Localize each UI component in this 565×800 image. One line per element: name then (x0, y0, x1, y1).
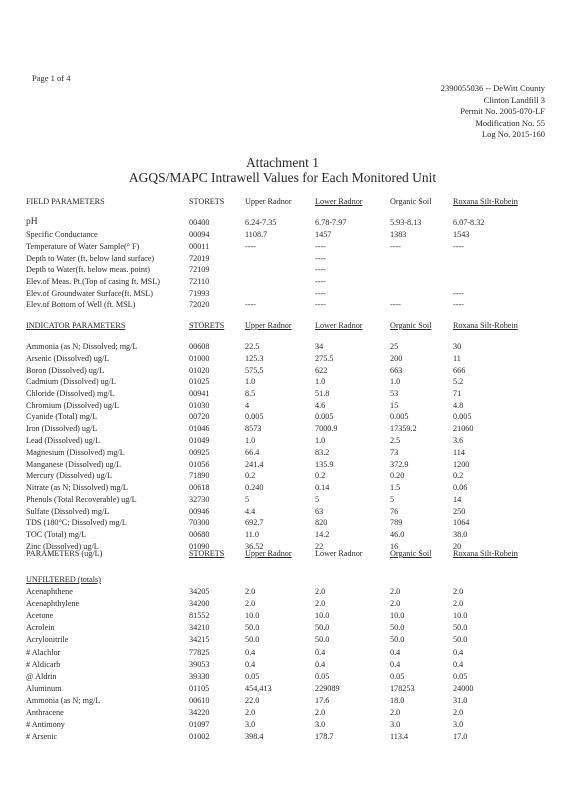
unit-value: Organic Soil (390, 321, 432, 330)
storet-code: 01002 (189, 732, 210, 741)
parameter-name: Elev.of Meas. Pt.(Top of casing ft. MSL) (26, 277, 160, 286)
document-subtitle: AGQS/MAPC Intrawell Values for Each Monitored Unit (128, 170, 437, 185)
unit-value: 0.05 (390, 672, 405, 681)
table-row (0, 518, 565, 530)
unit-value: 0.4 (390, 660, 401, 669)
unit-value: 34 (315, 342, 324, 351)
unit-value: 0.240 (245, 483, 264, 492)
unit-value: 5.93-8.13 (390, 218, 422, 227)
unit-value: 3.0 (245, 720, 256, 729)
unit-value: 1.0 (245, 377, 256, 386)
unit-value: 0.05 (245, 672, 260, 681)
parameter-name: Nitrate (as N; Dissolved) mg/L (26, 483, 128, 492)
unit-value: 66.4 (245, 448, 260, 457)
parameter-name: pH (26, 217, 38, 227)
storet-code: 70300 (189, 518, 210, 527)
storet-code: 72110 (189, 277, 210, 286)
table-row (0, 412, 565, 424)
unit-value: ---- (315, 289, 326, 298)
storet-code: 71890 (189, 471, 210, 480)
unit-value: 24000 (453, 684, 474, 693)
parameter-name: Depth to Water (ft. below land surface) (26, 254, 155, 263)
unit-value: 125.3 (245, 354, 264, 363)
unit-value: 2.0 (390, 587, 401, 596)
unit-value: 3.0 (390, 720, 401, 729)
parameter-name: Aluminum (26, 684, 62, 693)
unit-value: 46.0 (390, 530, 405, 539)
unit-value: 229089 (315, 684, 340, 693)
unit-value: 6.78-7.97 (315, 218, 347, 227)
unit-value: 50.0 (390, 623, 405, 632)
unit-value: Roxana Silt-Robein (453, 321, 518, 330)
header-line: 2390055036 -- DeWitt County (440, 83, 545, 93)
unit-value: 2.0 (453, 599, 464, 608)
table-header-row (0, 549, 565, 561)
unit-value: 372.9 (390, 460, 409, 469)
storet-code: 01000 (189, 354, 210, 363)
table-row (0, 696, 565, 708)
table-row (0, 448, 565, 460)
unit-value: 2.0 (453, 708, 464, 717)
unit-value: 178253 (390, 684, 415, 693)
unit-value: 398.4 (245, 732, 264, 741)
parameter-name: # Arsenic (26, 732, 58, 741)
storet-code: 01056 (189, 460, 210, 469)
parameter-name: Acenaphthylene (26, 599, 80, 608)
unit-value: 8.5 (245, 389, 256, 398)
storet-code: 00610 (189, 696, 210, 705)
unit-value: 21060 (453, 424, 474, 433)
storet-code: 00680 (189, 530, 210, 539)
unit-value: 0.4 (453, 648, 464, 657)
unit-value: 0.4 (390, 648, 401, 657)
unit-value: Lower Radnor (315, 321, 363, 330)
unit-value: 575.5 (245, 366, 264, 375)
unit-value: ---- (390, 242, 401, 251)
parameter-name: Chromium (Dissolved) ug/L (26, 401, 120, 410)
table-row (0, 623, 565, 635)
unit-value: 63 (315, 507, 324, 516)
parameter-name: Acenaphthene (26, 587, 73, 596)
unit-value: Upper Radnor (245, 197, 292, 206)
parameter-name: TOC (Total) mg/L (26, 530, 87, 539)
unit-value: 2.5 (390, 436, 401, 445)
unit-value: 0.005 (390, 412, 409, 421)
unit-value: 22.5 (245, 342, 260, 351)
parameter-name: # Antimony (26, 720, 65, 729)
table-row (0, 242, 565, 254)
unit-value: 22.0 (245, 696, 260, 705)
storet-code: 01090 (189, 542, 210, 551)
table-row (0, 720, 565, 732)
storet-code: 01020 (189, 366, 210, 375)
storet-code: 00011 (189, 242, 210, 251)
unit-value: 17.6 (315, 696, 330, 705)
parameter-name: Ammonia (as N; Dissolved; mg/L (26, 342, 138, 351)
unit-value: 3.6 (453, 436, 464, 445)
parameter-name: TDS (180°C; Dissolved) mg/L (26, 518, 127, 527)
unit-value: 114 (453, 448, 465, 457)
unit-value: 1064 (453, 518, 470, 527)
storet-code: 01030 (189, 401, 210, 410)
unit-value: Organic Soil (390, 197, 432, 206)
parameter-name: Anthracene (26, 708, 64, 717)
document-header-block (441, 83, 545, 141)
unit-value: ---- (453, 300, 464, 309)
unit-value: 1.0 (390, 377, 401, 386)
table-header-row (0, 197, 565, 209)
unit-value: 200 (390, 354, 403, 363)
unit-value: 0.4 (315, 660, 326, 669)
parameter-name: Manganese (Dissolved) ug/L (26, 460, 122, 469)
unit-value: 17359.2 (390, 424, 417, 433)
unit-value: 113.4 (390, 732, 409, 741)
table-row (0, 732, 565, 744)
unit-value: 71 (453, 389, 462, 398)
unit-value: 3.0 (315, 720, 326, 729)
unit-value: 0.05 (453, 672, 468, 681)
unit-value: Lower Radnor (315, 549, 363, 558)
unit-value: 7000.9 (315, 424, 338, 433)
unit-value: 11.0 (245, 530, 260, 539)
unit-value: 8573 (245, 424, 262, 433)
unit-value: 4.8 (453, 401, 464, 410)
unit-value: 51.8 (315, 389, 330, 398)
storet-code: 72019 (189, 254, 210, 263)
document-title: Attachment 1 (245, 155, 320, 170)
parameter-name: Specific Conductance (26, 230, 98, 239)
unit-value: 0.14 (315, 483, 330, 492)
unit-value: 4.4 (245, 507, 256, 516)
unit-value: 50.0 (453, 635, 468, 644)
unit-value: 178.7 (315, 732, 334, 741)
storet-code: 32730 (189, 495, 210, 504)
header-line: Modification No. 55 (475, 117, 545, 128)
header-line: Log No. 2015-160 (481, 129, 545, 139)
parameter-name: # Alachlor (26, 648, 61, 657)
table-row (0, 648, 565, 660)
table-row (0, 530, 565, 542)
unit-value: 2.0 (245, 587, 256, 596)
unit-value: 53 (390, 389, 399, 398)
unit-value: 31.0 (453, 696, 468, 705)
unit-value: 663 (390, 366, 403, 375)
unit-value: ---- (315, 265, 326, 274)
header-line: Clinton Landfill 3 (483, 94, 545, 105)
unit-value: 14 (453, 495, 462, 504)
unit-value: ---- (315, 300, 326, 309)
parameter-name: Ammonia (as N; mg/L (26, 696, 101, 705)
unit-value: ---- (453, 242, 464, 251)
unit-value: 1.0 (315, 436, 326, 445)
unit-value: 6.07-8.32 (453, 218, 485, 227)
unit-value: 76 (390, 507, 399, 516)
unit-value: 1108.7 (245, 230, 268, 239)
unit-value: ---- (315, 242, 326, 251)
unit-value: ---- (245, 242, 256, 251)
unit-value: 18.0 (390, 696, 405, 705)
parameter-name: Depth to Water(ft. below meas. point) (26, 265, 151, 274)
unit-value: Upper Radnor (245, 321, 292, 330)
unit-value: 2.0 (315, 587, 326, 596)
unit-value: 789 (390, 518, 403, 527)
storet-code: 01025 (189, 377, 210, 386)
table-row (0, 483, 565, 495)
unit-value: 50.0 (245, 635, 260, 644)
unit-value: 2.0 (453, 587, 464, 596)
unit-value: 1.5 (390, 483, 401, 492)
table-row (0, 635, 565, 647)
storet-code: 01105 (189, 684, 210, 693)
parameter-name: Elev.of Bottom of Well (ft. MSL) (26, 300, 136, 309)
parameter-name: INDICATOR PARAMETERS (26, 321, 126, 330)
storet-code: 00946 (189, 507, 210, 516)
table-row (0, 471, 565, 483)
header-line: Permit No. 2005-070-LF (460, 106, 545, 116)
parameter-name: PARAMETERS (ug/L) (26, 549, 103, 558)
table-row (0, 708, 565, 720)
unit-value: 0.4 (315, 648, 326, 657)
unit-value: 14.2 (315, 530, 330, 539)
unit-value: 0.05 (315, 672, 330, 681)
parameter-name: Mercury (Dissolved) ug/L (26, 471, 112, 480)
parameter-name: Arsenic (Dissolved) ug/L (26, 354, 110, 363)
parameter-name: Boron (Dissolved) ug/L (26, 366, 105, 375)
unit-value: 83.2 (315, 448, 330, 457)
table-row (0, 436, 565, 448)
table-row (0, 424, 565, 436)
unit-value: 17.0 (453, 732, 468, 741)
storet-code: 01097 (189, 720, 210, 729)
parameter-name: Iron (Dissolved) ug/L (26, 424, 98, 433)
unit-value: 3.0 (453, 720, 464, 729)
storet-code: STORETS (189, 321, 225, 330)
storet-code: 34215 (189, 635, 210, 644)
unit-value: 50.0 (453, 623, 468, 632)
storet-code: 00925 (189, 448, 210, 457)
table-row (0, 265, 565, 277)
parameter-name: Sulfate (Dissolved) mg/L (26, 507, 110, 516)
unit-value: 2.0 (390, 708, 401, 717)
parameter-name: Acrolein (26, 623, 55, 632)
unit-value: Roxana Silt-Robein (453, 549, 518, 558)
storet-code: 72020 (189, 300, 210, 309)
unit-value: 692.7 (245, 518, 264, 527)
unit-value: 0.4 (453, 660, 464, 669)
unit-value: Upper Radnor (245, 549, 292, 558)
unit-value: 10.0 (390, 611, 405, 620)
parameter-name: Phenols (Total Recoverable) ug/L (26, 495, 137, 504)
unit-value: 10.0 (453, 611, 468, 620)
unit-value: 2.0 (245, 708, 256, 717)
unit-value: 11 (453, 354, 461, 363)
unit-value: 15 (390, 401, 399, 410)
unit-value: 1.0 (315, 377, 326, 386)
unit-value: 6.24-7.35 (245, 218, 277, 227)
unit-value: 5 (315, 495, 320, 504)
unit-value: 1457 (315, 230, 332, 239)
unit-value: 16 (390, 542, 399, 551)
storet-code: 39330 (189, 672, 210, 681)
storet-code: 00400 (189, 218, 210, 227)
storet-code: 81552 (189, 611, 210, 620)
table-row (0, 495, 565, 507)
storet-code: 00094 (189, 230, 210, 239)
storet-code: 34200 (189, 599, 210, 608)
table-row (0, 300, 565, 312)
parameter-name: Chloride (Dissolved) mg/L (26, 389, 115, 398)
parameter-name: Cadmium (Dissolved) ug/L (26, 377, 117, 386)
storet-code: 34220 (189, 708, 210, 717)
unit-value: 10.0 (245, 611, 260, 620)
unit-value: 0.005 (245, 412, 264, 421)
parameter-name: Magnesium (Dissolved) mg/L (26, 448, 125, 457)
unit-value: 1200 (453, 460, 470, 469)
unit-value: Lower Radnor (315, 197, 363, 206)
storet-code: 34210 (189, 623, 210, 632)
table-row (0, 354, 565, 366)
unit-value: 1.0 (245, 436, 256, 445)
table-row (0, 377, 565, 389)
table-row (0, 611, 565, 623)
table-header-row (0, 575, 565, 587)
parameter-name: Elev.of Groundwater Surface(ft. MSL) (26, 289, 154, 298)
unit-value: ---- (245, 300, 256, 309)
unit-value: 241.4 (245, 460, 264, 469)
unit-value: 50.0 (245, 623, 260, 632)
storet-code: 01046 (189, 424, 210, 433)
storet-code: 00720 (189, 412, 210, 421)
page-number: Page 1 of 4 (32, 73, 71, 83)
storet-code: 77825 (189, 648, 210, 657)
table-row (0, 599, 565, 611)
unit-value: 0.005 (453, 412, 472, 421)
unit-value: 250 (453, 507, 466, 516)
unit-value: 1383 (390, 230, 407, 239)
unit-value: 25 (390, 342, 399, 351)
table-row (0, 587, 565, 599)
unit-value: 20 (453, 542, 462, 551)
table-row (0, 672, 565, 684)
unit-value: 38.0 (453, 530, 468, 539)
unit-value: 2.0 (390, 599, 401, 608)
unit-value: 4 (245, 401, 250, 410)
unit-value: 0.06 (453, 483, 468, 492)
unit-value: 5 (245, 495, 250, 504)
unit-value: 0.2 (453, 471, 464, 480)
storet-code: 34205 (189, 587, 210, 596)
unit-value: ---- (315, 277, 326, 286)
parameter-name: @ Aldrin (26, 672, 57, 681)
unit-value: 275.5 (315, 354, 334, 363)
unit-value: 73 (390, 448, 399, 457)
unit-value: 1543 (453, 230, 470, 239)
unit-value: 50.0 (315, 623, 330, 632)
unit-value: 50.0 (390, 635, 405, 644)
unit-value: 454,413 (245, 684, 272, 693)
unit-value: 820 (315, 518, 328, 527)
unit-value: 0.2 (245, 471, 256, 480)
parameter-name: Acrylonitrile (26, 635, 69, 644)
table-row (0, 230, 565, 242)
unit-value: 36.52 (245, 542, 264, 551)
table-row (0, 389, 565, 401)
table-row (0, 218, 565, 230)
storet-code: STORETS (189, 549, 225, 558)
unit-value: 2.0 (315, 599, 326, 608)
storet-code: 72109 (189, 265, 210, 274)
parameter-name: Acetone (26, 611, 54, 620)
unit-value: ---- (453, 289, 464, 298)
unit-value: ---- (315, 254, 326, 263)
unit-value: 5 (390, 495, 395, 504)
table-row (0, 342, 565, 354)
unit-value: 10.0 (315, 611, 330, 620)
unit-value: Organic Soil (390, 549, 432, 558)
storet-code: 71993 (189, 289, 210, 298)
table-row (0, 277, 565, 289)
storet-code: 01049 (189, 436, 210, 445)
parameter-name: Cyanide (Total) mg/L (26, 412, 98, 421)
table-row (0, 660, 565, 672)
unit-value: 0.005 (315, 412, 334, 421)
parameter-name: Lead (Dissolved) ug/L (26, 436, 101, 445)
unit-value: 0.4 (245, 648, 256, 657)
unit-value: 22 (315, 542, 324, 551)
unit-value: ---- (390, 300, 401, 309)
unit-value: 0.4 (245, 660, 256, 669)
unit-value: 30 (453, 342, 462, 351)
table-header-row (0, 321, 565, 333)
parameter-name: UNFILTERED (totals) (26, 575, 101, 584)
unit-value: 2.0 (245, 599, 256, 608)
storet-code: 00941 (189, 389, 210, 398)
unit-value: 5.2 (453, 377, 464, 386)
parameter-name: # Aldicarb (26, 660, 61, 669)
table-row (0, 684, 565, 696)
unit-value: 0.20 (390, 471, 405, 480)
storet-code: 00608 (189, 342, 210, 351)
parameter-name: Temperature of Water Sample(° F) (26, 242, 140, 251)
unit-value: 2.0 (315, 708, 326, 717)
parameter-name: Zinc (Dissolved) ug/L (26, 542, 99, 551)
unit-value: 50.0 (315, 635, 330, 644)
unit-value: 135.9 (315, 460, 334, 469)
storet-code: 00618 (189, 483, 210, 492)
unit-value: 0.2 (315, 471, 326, 480)
unit-value: 666 (453, 366, 466, 375)
unit-value: Roxana Silt-Robein (453, 197, 518, 206)
unit-value: 622 (315, 366, 328, 375)
storet-code: 39053 (189, 660, 210, 669)
unit-value: 4.6 (315, 401, 326, 410)
parameter-name: FIELD PARAMETERS (26, 197, 105, 206)
storet-code: STORETS (189, 197, 225, 206)
